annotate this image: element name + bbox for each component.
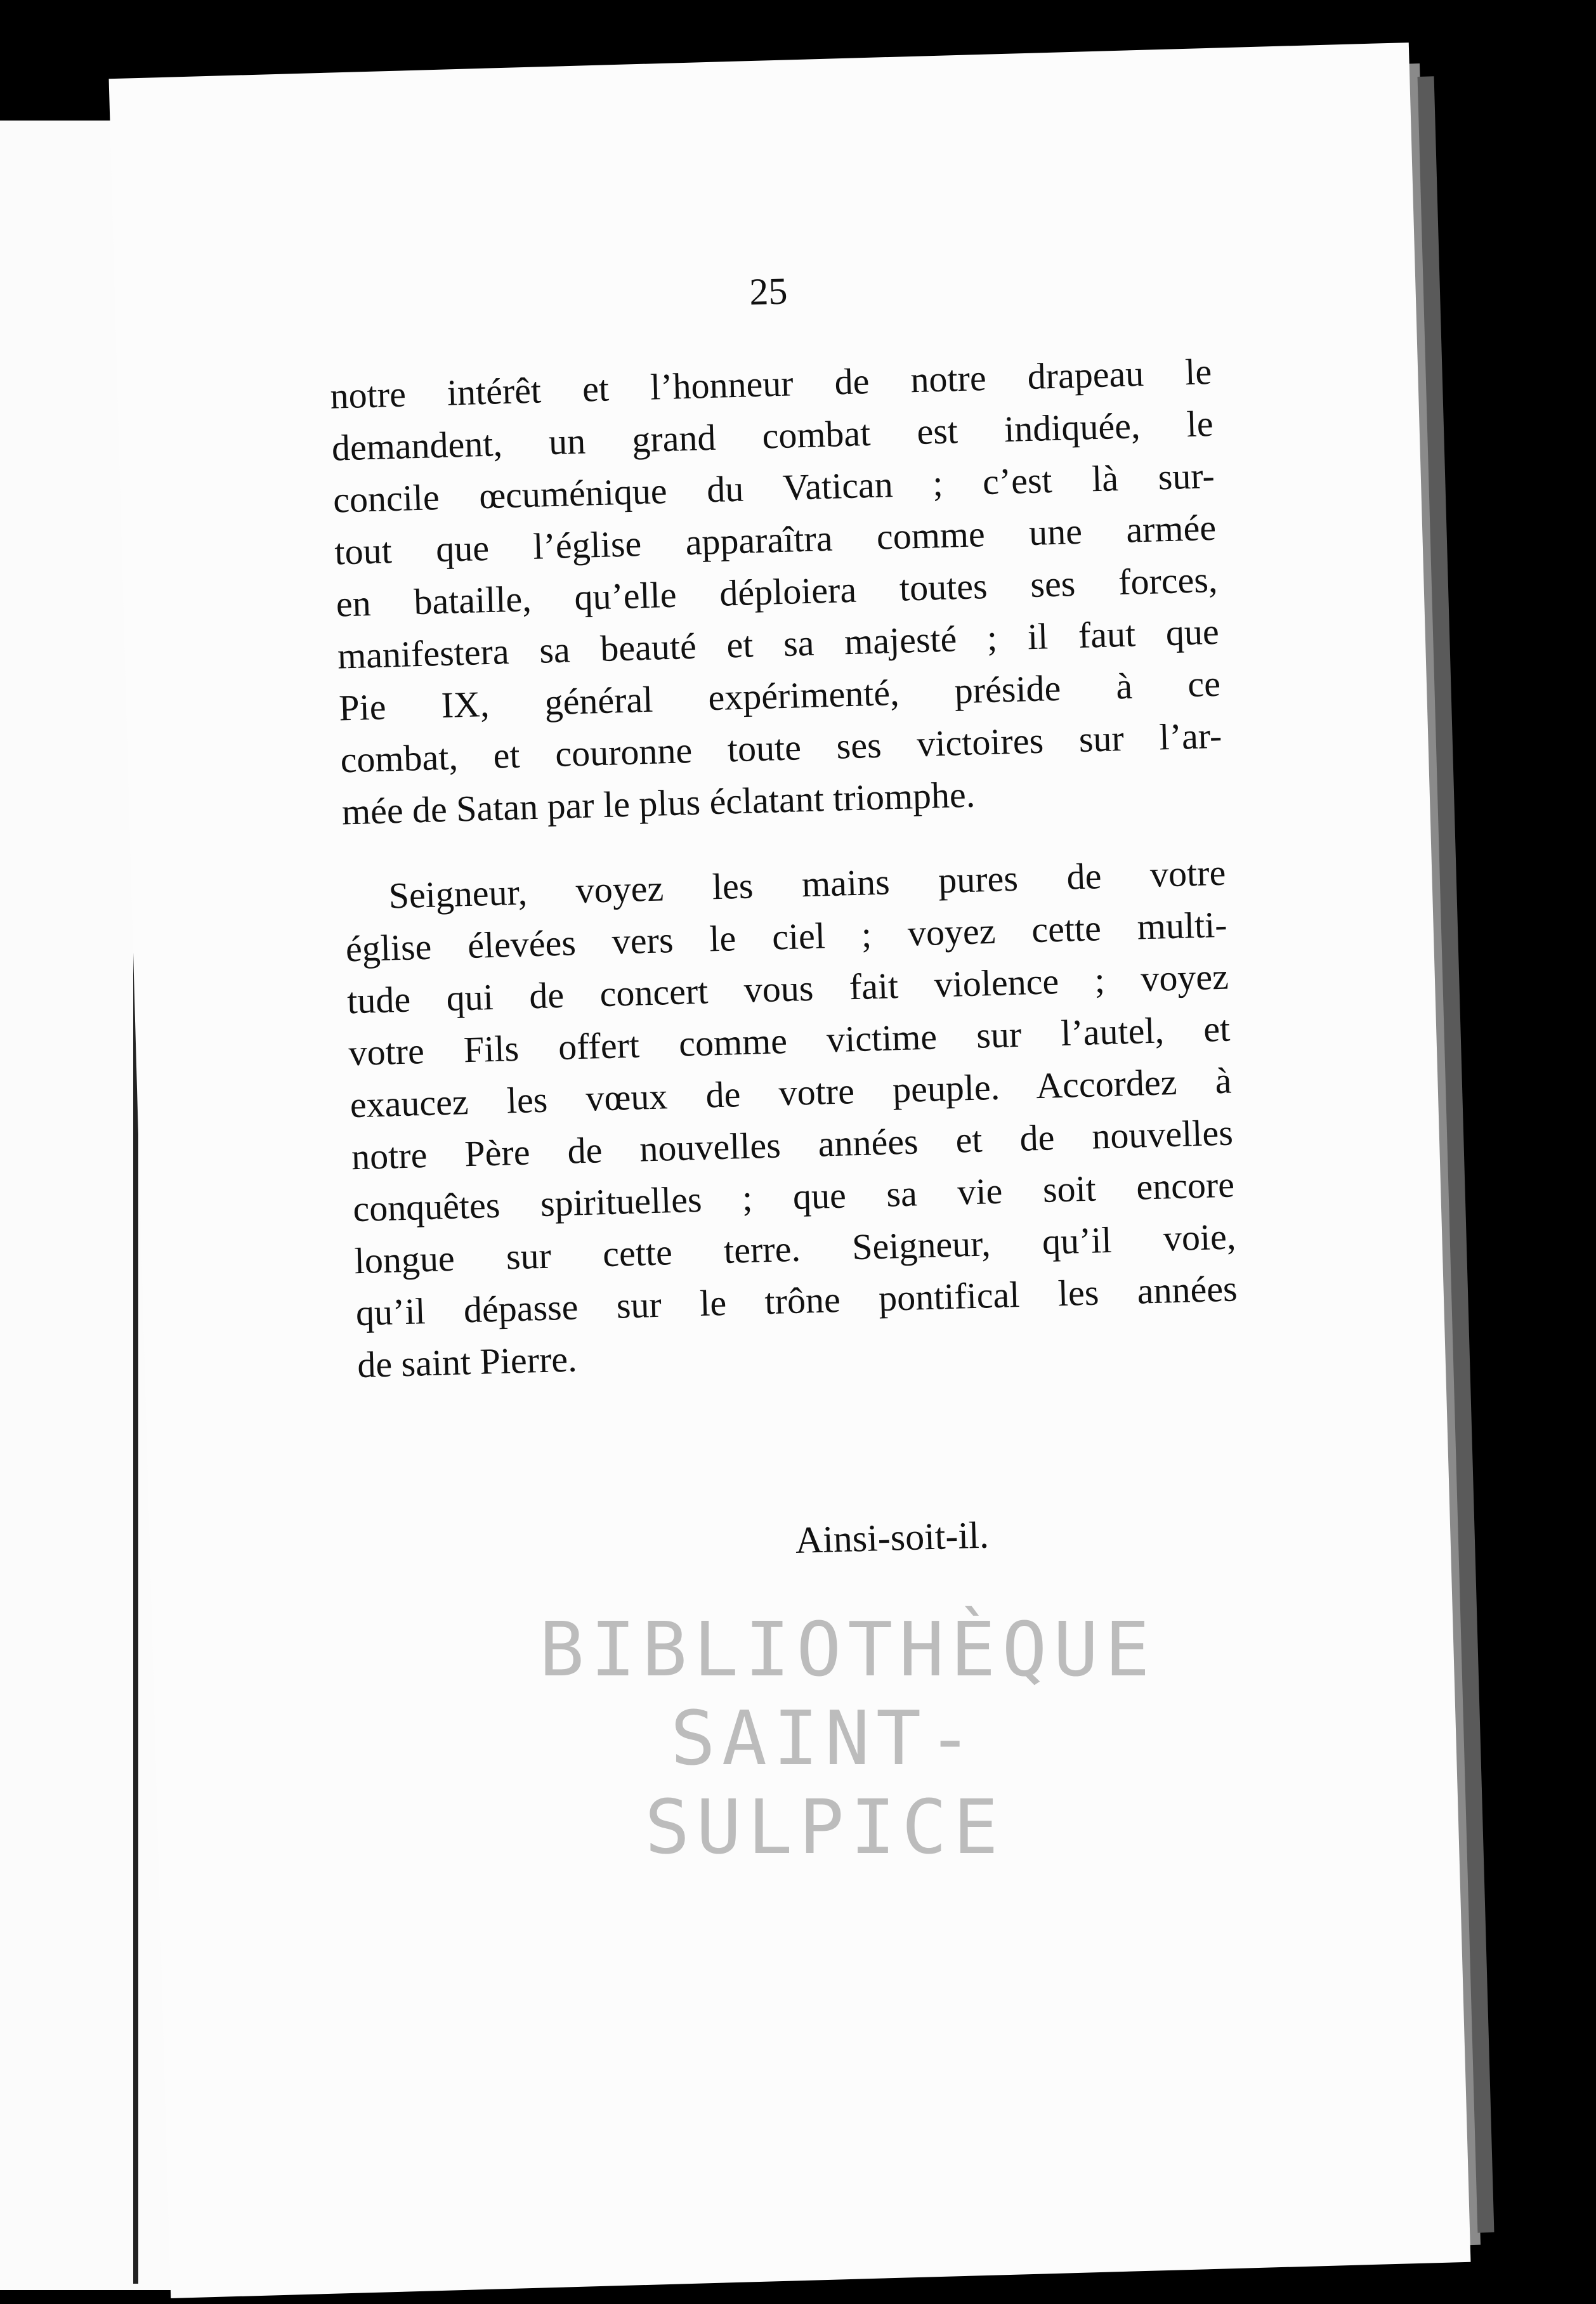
text-line: concile œcuménique du Vatican ; c’est là sur- [332,454,1215,521]
page-number: 25 [749,270,788,313]
text-line: demandent, un grand combat est indiquée, le [331,402,1214,469]
page-text [327,258,1245,1574]
text-line: Pie IX, général expérimenté, préside à ce [338,662,1221,729]
text-line: exaucez les vœux de votre peuple. Accordez à [349,1059,1233,1126]
text-line: conquêtes spirituelles ; que sa vie soit encore [352,1163,1235,1230]
text-line: en bataille, qu’elle déploiera toutes ses forces, [335,558,1219,625]
book-page [109,43,1471,2298]
text-line: mée de Satan par le plus éclatant triomphe. [341,773,976,833]
library-stamp [539,1605,1156,1871]
paragraph-1 [330,346,1224,839]
text-line: de saint Pierre. [356,1338,578,1386]
text-line: tout que l’église apparaîtra comme une armée [334,506,1217,573]
paragraph-2 [344,847,1240,1391]
text-line: notre intérêt et l’honneur de notre drapeau le [329,350,1212,417]
text-line: tude qui de concert vous fait violence ; voyez [346,955,1229,1022]
text-line: votre Fils offert comme victime sur l’autel, et [348,1007,1231,1074]
text-line: combat, et couronne toute ses victoires sur l’ar- [339,714,1223,781]
text-line: Seigneur, voyez les mains pures de votre [388,851,1227,917]
stamp-line-2: SAINT-SULPICE [644,1694,1005,1871]
text-line: église élevées vers le ciel ; voyez cette multi- [345,903,1228,970]
text-line: qu’il dépasse sur le trône pontifical les années [355,1267,1238,1334]
text-line: notre Père de nouvelles années et de nouvelles [351,1111,1234,1178]
text-line: longue sur cette terre. Seigneur, qu’il voie, [353,1215,1237,1282]
closing-line: Ainsi-soit-il. [794,1514,990,1561]
text-line: manifestera sa beauté et sa majesté ; il faut que [337,610,1220,677]
stamp-line-1: BIBLIOTHÈQUE [539,1606,1156,1693]
